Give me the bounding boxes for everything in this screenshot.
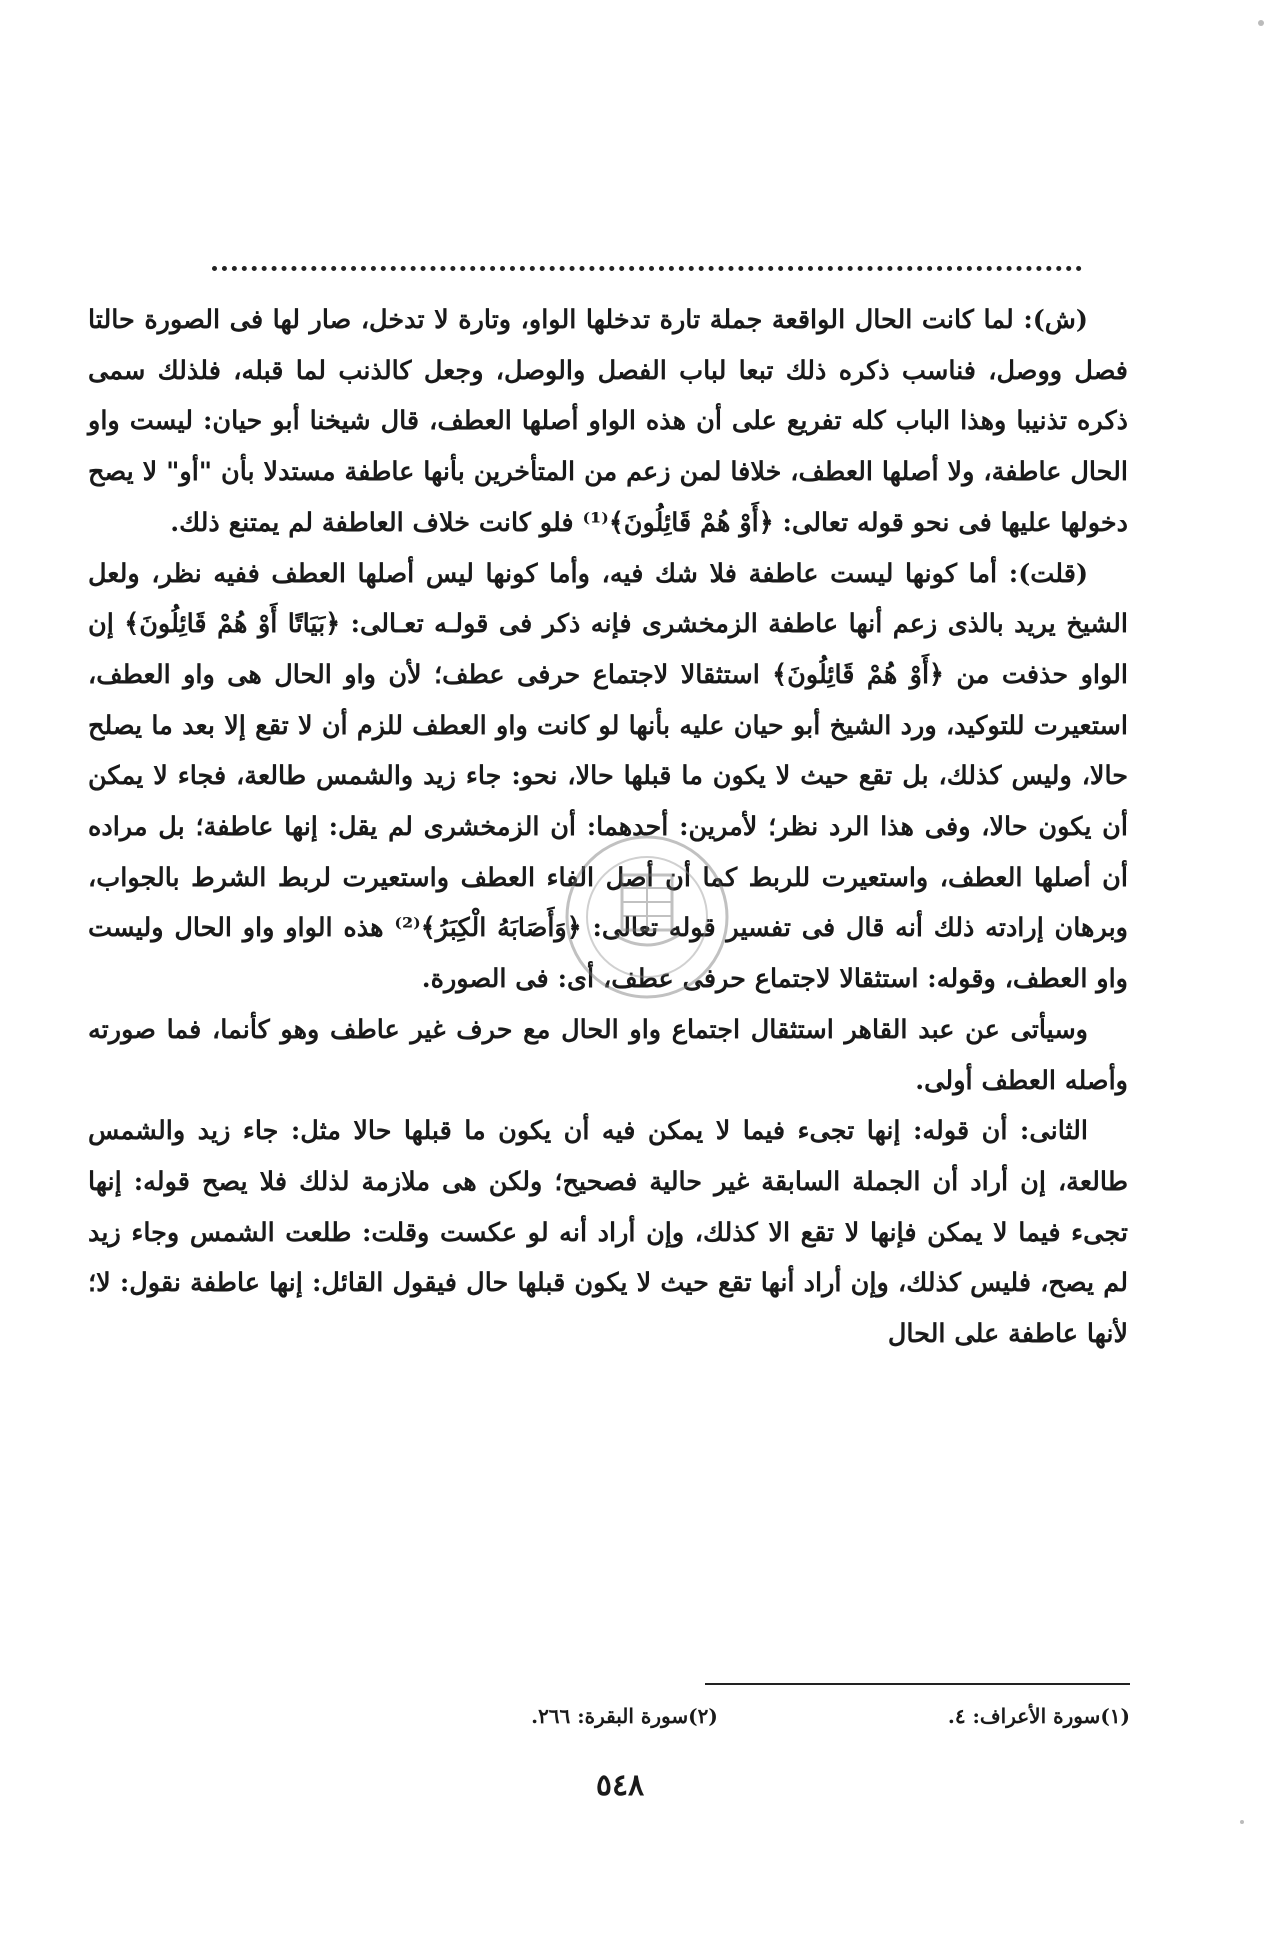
paragraph-text: أما كونها ليست عاطفة فلا شك فيه، وأما كونها ليس أصلها العطف ففيه نظر، ولعل الشيخ يريد بالذى زعم أنها عاطفة الزمخشرى فإنه ذكر فى قولـه تعـالى: ﴿بَيَاتًا أَوْ هُمْ قَائِلُونَ﴾ إن الواو حذفت من ﴿أَوْ هُمْ قَائِلُونَ﴾ استثقالا لاجتماع حرفى عطف؛ لأن واو الحال هى واو العطف، استعيرت للتوكيد، ورد الشيخ أبو حيان عليه بأنها لو كانت واو العطف للزم أن لا تقع إلا بعد ما يصلح حالا، وليس كذلك، بل تقع حيث لا يكون ما قبلها حالا، نحو: جاء زيد والشمس طالعة، فجاء لا يمكن أن يكون حالا، وفى هذا الرد نظر؛ لأمرين: أحدهما: أن الزمخشرى لم يقل: إنها عاطفة؛ بل مراده أن أصلها العطف، واستعيرت للربط كما أن أصل الفاء العطف واستعيرت لربط الشرط بالجواب، وبرهان إرادته ذلك أنه قال فى تفسير قوله تعالى: ﴿وَأَصَابَهُ الْكِبَرُ﴾⁽²⁾ هذه الواو واو الحال وليست واو العطف، وقوله: استثقالا لاجتماع حرفى عطف، أى: فى الصورة.: [88, 558, 1128, 995]
paragraph-text: أن قوله: إنها تجىء فيما لا يمكن فيه أن يكون ما قبلها حالا مثل: جاء زيد والشمس طالعة، إن أراد أن الجملة السابقة غير حالية فصحيح؛ ولكن هى ملازمة لذلك فلا يصح قوله: إنها تجىء فيما لا يمكن فإنها لا تقع الا كذلك، وإن أراد أنه لو عكست وقلت: طلعت الشمس وجاء زيد لم يصح، فليس كذلك، وإن أراد أنها تقع حيث لا يكون قبلها حال فيقول القائل: إنها عاطفة نقول: لا؛ لأنها عاطفة على الحال: [88, 1116, 1128, 1350]
scan-speck: [1258, 20, 1264, 26]
footnote-1: (١)سورة الأعراف: ٤.: [947, 1704, 1130, 1728]
main-text-body: [88, 295, 1128, 1360]
page-number: ٥٤٨: [595, 1768, 645, 1803]
paragraph-sharh: [88, 295, 1128, 549]
footnote-separator: [705, 1683, 1130, 1685]
paragraph-lead: الثانى:: [1007, 1116, 1089, 1147]
library-stamp-watermark: [560, 830, 735, 1005]
paragraph-second-point: [88, 1106, 1128, 1360]
footnotes: [300, 1704, 1130, 1728]
paragraph-lead: (ش):: [1013, 305, 1088, 335]
paragraph-text: وسيأتى عن عبد القاهر استثقال اجتماع واو الحال مع حرف غير عاطف وهو كأنما، فما صورته وأصله العطف أولى.: [88, 1014, 1128, 1096]
scan-speck: [1240, 1820, 1244, 1824]
paragraph-lead: (قلت):: [997, 558, 1089, 589]
paragraph-text: لما كانت الحال الواقعة جملة تارة تدخلها الواو، وتارة لا تدخل، صار لها فى الصورة حالتا فصل ووصل، فناسب ذكره ذلك تبعا لباب الفصل والوصل، وجعل كالذنب لما قبله، فلذلك سمى ذكره تذنيبا وهذا الباب كله تفريع على أن هذه الواو أصلها العطف، قال شيخنا أبو حيان: ليست واو الحال عاطفة، ولا أصلها العطف، خلافا لمن زعم من المتأخرين بأنها عاطفة مستدلا بأن "أو" لا يصح دخولها عليها فى نحو قوله تعالى: ﴿أَوْ هُمْ قَائِلُونَ﴾⁽¹⁾ فلو كانت خلاف العاطفة لم يمتنع ذلك.: [88, 305, 1128, 538]
header-dotted-rule: [212, 266, 1082, 271]
footnote-2: (٢)سورة البقرة: ٢٦٦.: [531, 1704, 718, 1728]
paragraph-abd-al-qahir: [88, 1005, 1128, 1106]
